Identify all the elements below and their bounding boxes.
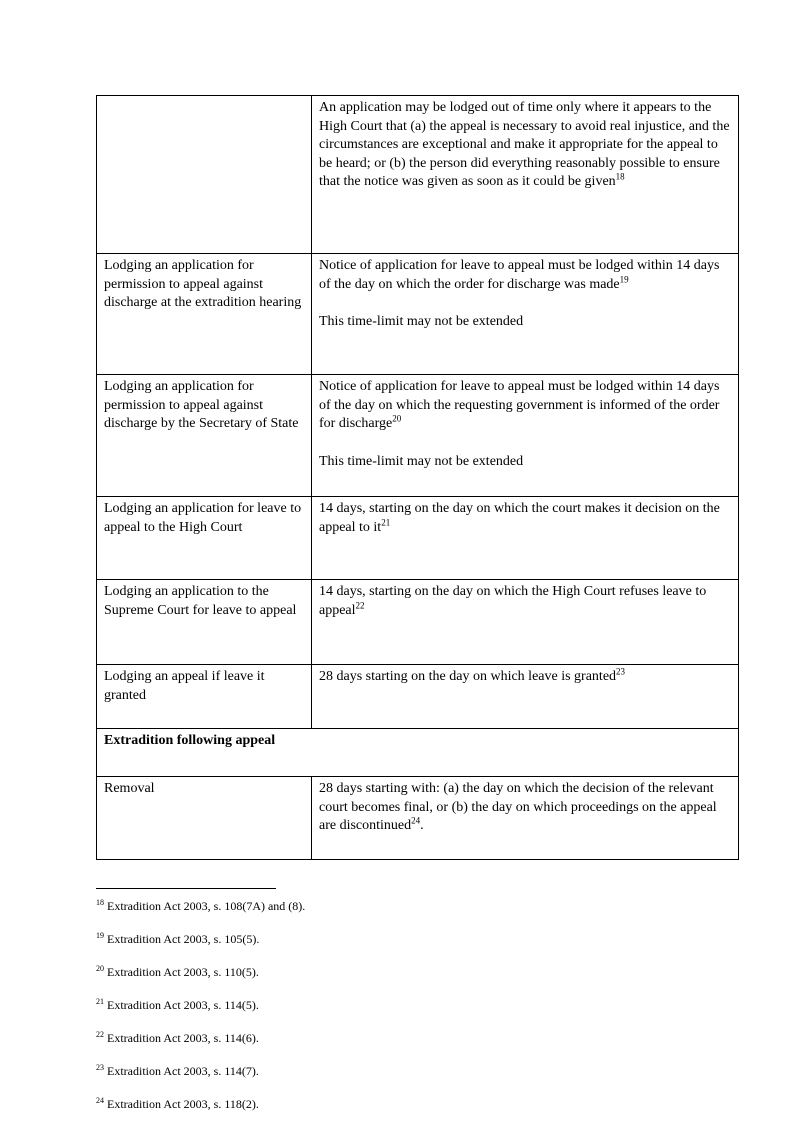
table-row xyxy=(97,254,739,375)
table-section-row xyxy=(97,729,739,777)
footnote-text: Extradition Act 2003, s. 105(5). xyxy=(104,932,260,946)
footnote xyxy=(96,1097,708,1112)
footnote-number: 18 xyxy=(96,898,104,907)
footnote-number: 20 xyxy=(96,964,104,973)
footnote-text: Extradition Act 2003, s. 108(7A) and (8). xyxy=(104,899,306,913)
table-row xyxy=(97,665,739,729)
footnote-text: Extradition Act 2003, s. 118(2). xyxy=(104,1097,259,1111)
cell-paragraph: Removal xyxy=(104,781,155,796)
cell-text-after: . xyxy=(420,818,424,834)
cell-paragraph: Lodging an application for permission to appeal against discharge at the extradition hearing xyxy=(104,258,302,311)
table-row xyxy=(97,96,739,254)
cell-text: This time-limit may not be extended xyxy=(319,314,524,330)
cell-paragraph xyxy=(319,780,731,836)
table-row xyxy=(97,497,739,580)
footnote xyxy=(96,998,708,1013)
table-cell-time-limit xyxy=(312,497,739,580)
footnote xyxy=(96,1031,708,1046)
cell-text: Notice of application for leave to appeal must be lodged within 14 days of the day on which the order for discharge was made xyxy=(319,258,720,292)
cell-paragraph xyxy=(319,500,731,537)
footnote-number: 22 xyxy=(96,1030,104,1039)
footnote-number: 21 xyxy=(96,997,104,1006)
table-cell-action xyxy=(97,580,312,665)
table-cell-action xyxy=(97,375,312,497)
cell-paragraph xyxy=(319,668,731,687)
cell-text: Notice of application for leave to appeal must be lodged within 14 days of the day on which the requesting government is informed of the order for discharge xyxy=(319,379,720,432)
table-cell-time-limit xyxy=(312,96,739,254)
footnote-ref: 24 xyxy=(411,815,421,826)
table-row xyxy=(97,777,739,860)
footnote xyxy=(96,932,708,947)
cell-text: 28 days starting on the day on which leave is granted xyxy=(319,669,617,684)
footnote-number: 23 xyxy=(96,1063,104,1072)
footnote-ref: 21 xyxy=(381,516,391,527)
cell-paragraph: Lodging an application for leave to appeal to the High Court xyxy=(104,501,302,535)
table-cell-time-limit xyxy=(312,665,739,729)
footnote-ref: 19 xyxy=(619,273,629,284)
footnote-ref: 18 xyxy=(615,171,625,182)
footnote-ref: 22 xyxy=(355,599,365,610)
footnote-ref: 20 xyxy=(392,413,402,424)
table-cell-action xyxy=(97,96,312,254)
cell-paragraph: Lodging an appeal if leave it granted xyxy=(104,669,265,703)
footnote-text: Extradition Act 2003, s. 114(5). xyxy=(104,998,259,1012)
table-row xyxy=(97,375,739,497)
footnote-text: Extradition Act 2003, s. 114(7). xyxy=(104,1064,259,1078)
time-limits-table xyxy=(96,95,739,860)
footnote-text: Extradition Act 2003, s. 114(6). xyxy=(104,1031,259,1045)
footnotes-section xyxy=(96,888,708,1112)
cell-paragraph xyxy=(319,583,731,620)
footnote-number: 24 xyxy=(96,1096,104,1105)
section-header: Extradition following appeal xyxy=(97,729,739,777)
footnote-number: 19 xyxy=(96,931,104,940)
table-cell-time-limit xyxy=(312,580,739,665)
cell-paragraph: Lodging an application to the Supreme Court for leave to appeal xyxy=(104,584,297,618)
footnote xyxy=(96,1064,708,1079)
table-cell-action xyxy=(97,777,312,860)
table-cell-action xyxy=(97,665,312,729)
footnote xyxy=(96,965,708,980)
table-cell-action xyxy=(97,254,312,375)
footnote-text: Extradition Act 2003, s. 110(5). xyxy=(104,965,259,979)
cell-paragraph xyxy=(319,257,731,294)
table-row xyxy=(97,580,739,665)
cell-paragraph xyxy=(319,453,731,472)
footnote xyxy=(96,899,708,914)
cell-paragraph xyxy=(319,99,731,192)
cell-text: This time-limit may not be extended xyxy=(319,453,524,469)
cell-text: 28 days starting with: (a) the day on which the decision of the relevant court becomes final, or (b) the day on which proceedings on the appeal are discontinued xyxy=(319,781,717,834)
cell-paragraph xyxy=(319,313,731,332)
footnote-separator xyxy=(96,888,276,889)
table-cell-time-limit xyxy=(312,254,739,375)
cell-paragraph xyxy=(319,378,731,434)
cell-text: 14 days, starting on the day on which the High Court refuses leave to appeal xyxy=(319,584,707,618)
table-cell-action xyxy=(97,497,312,580)
cell-text: 14 days, starting on the day on which the court makes it decision on the appeal to it xyxy=(319,501,720,535)
footnote-ref: 23 xyxy=(616,666,626,677)
cell-paragraph: Lodging an application for permission to appeal against discharge by the Secretary of State xyxy=(104,379,299,432)
cell-text: An application may be lodged out of time only where it appears to the High Court that (a) the appeal is necessary to avoid real injustice, and the circumstances are exceptional and make it appropriate for the appeal to be heard; or (b) the person did everything reasonably possible to ensure that the notice was given as soon as it could be given xyxy=(319,100,730,190)
table-cell-time-limit xyxy=(312,375,739,497)
table-cell-time-limit xyxy=(312,777,739,860)
